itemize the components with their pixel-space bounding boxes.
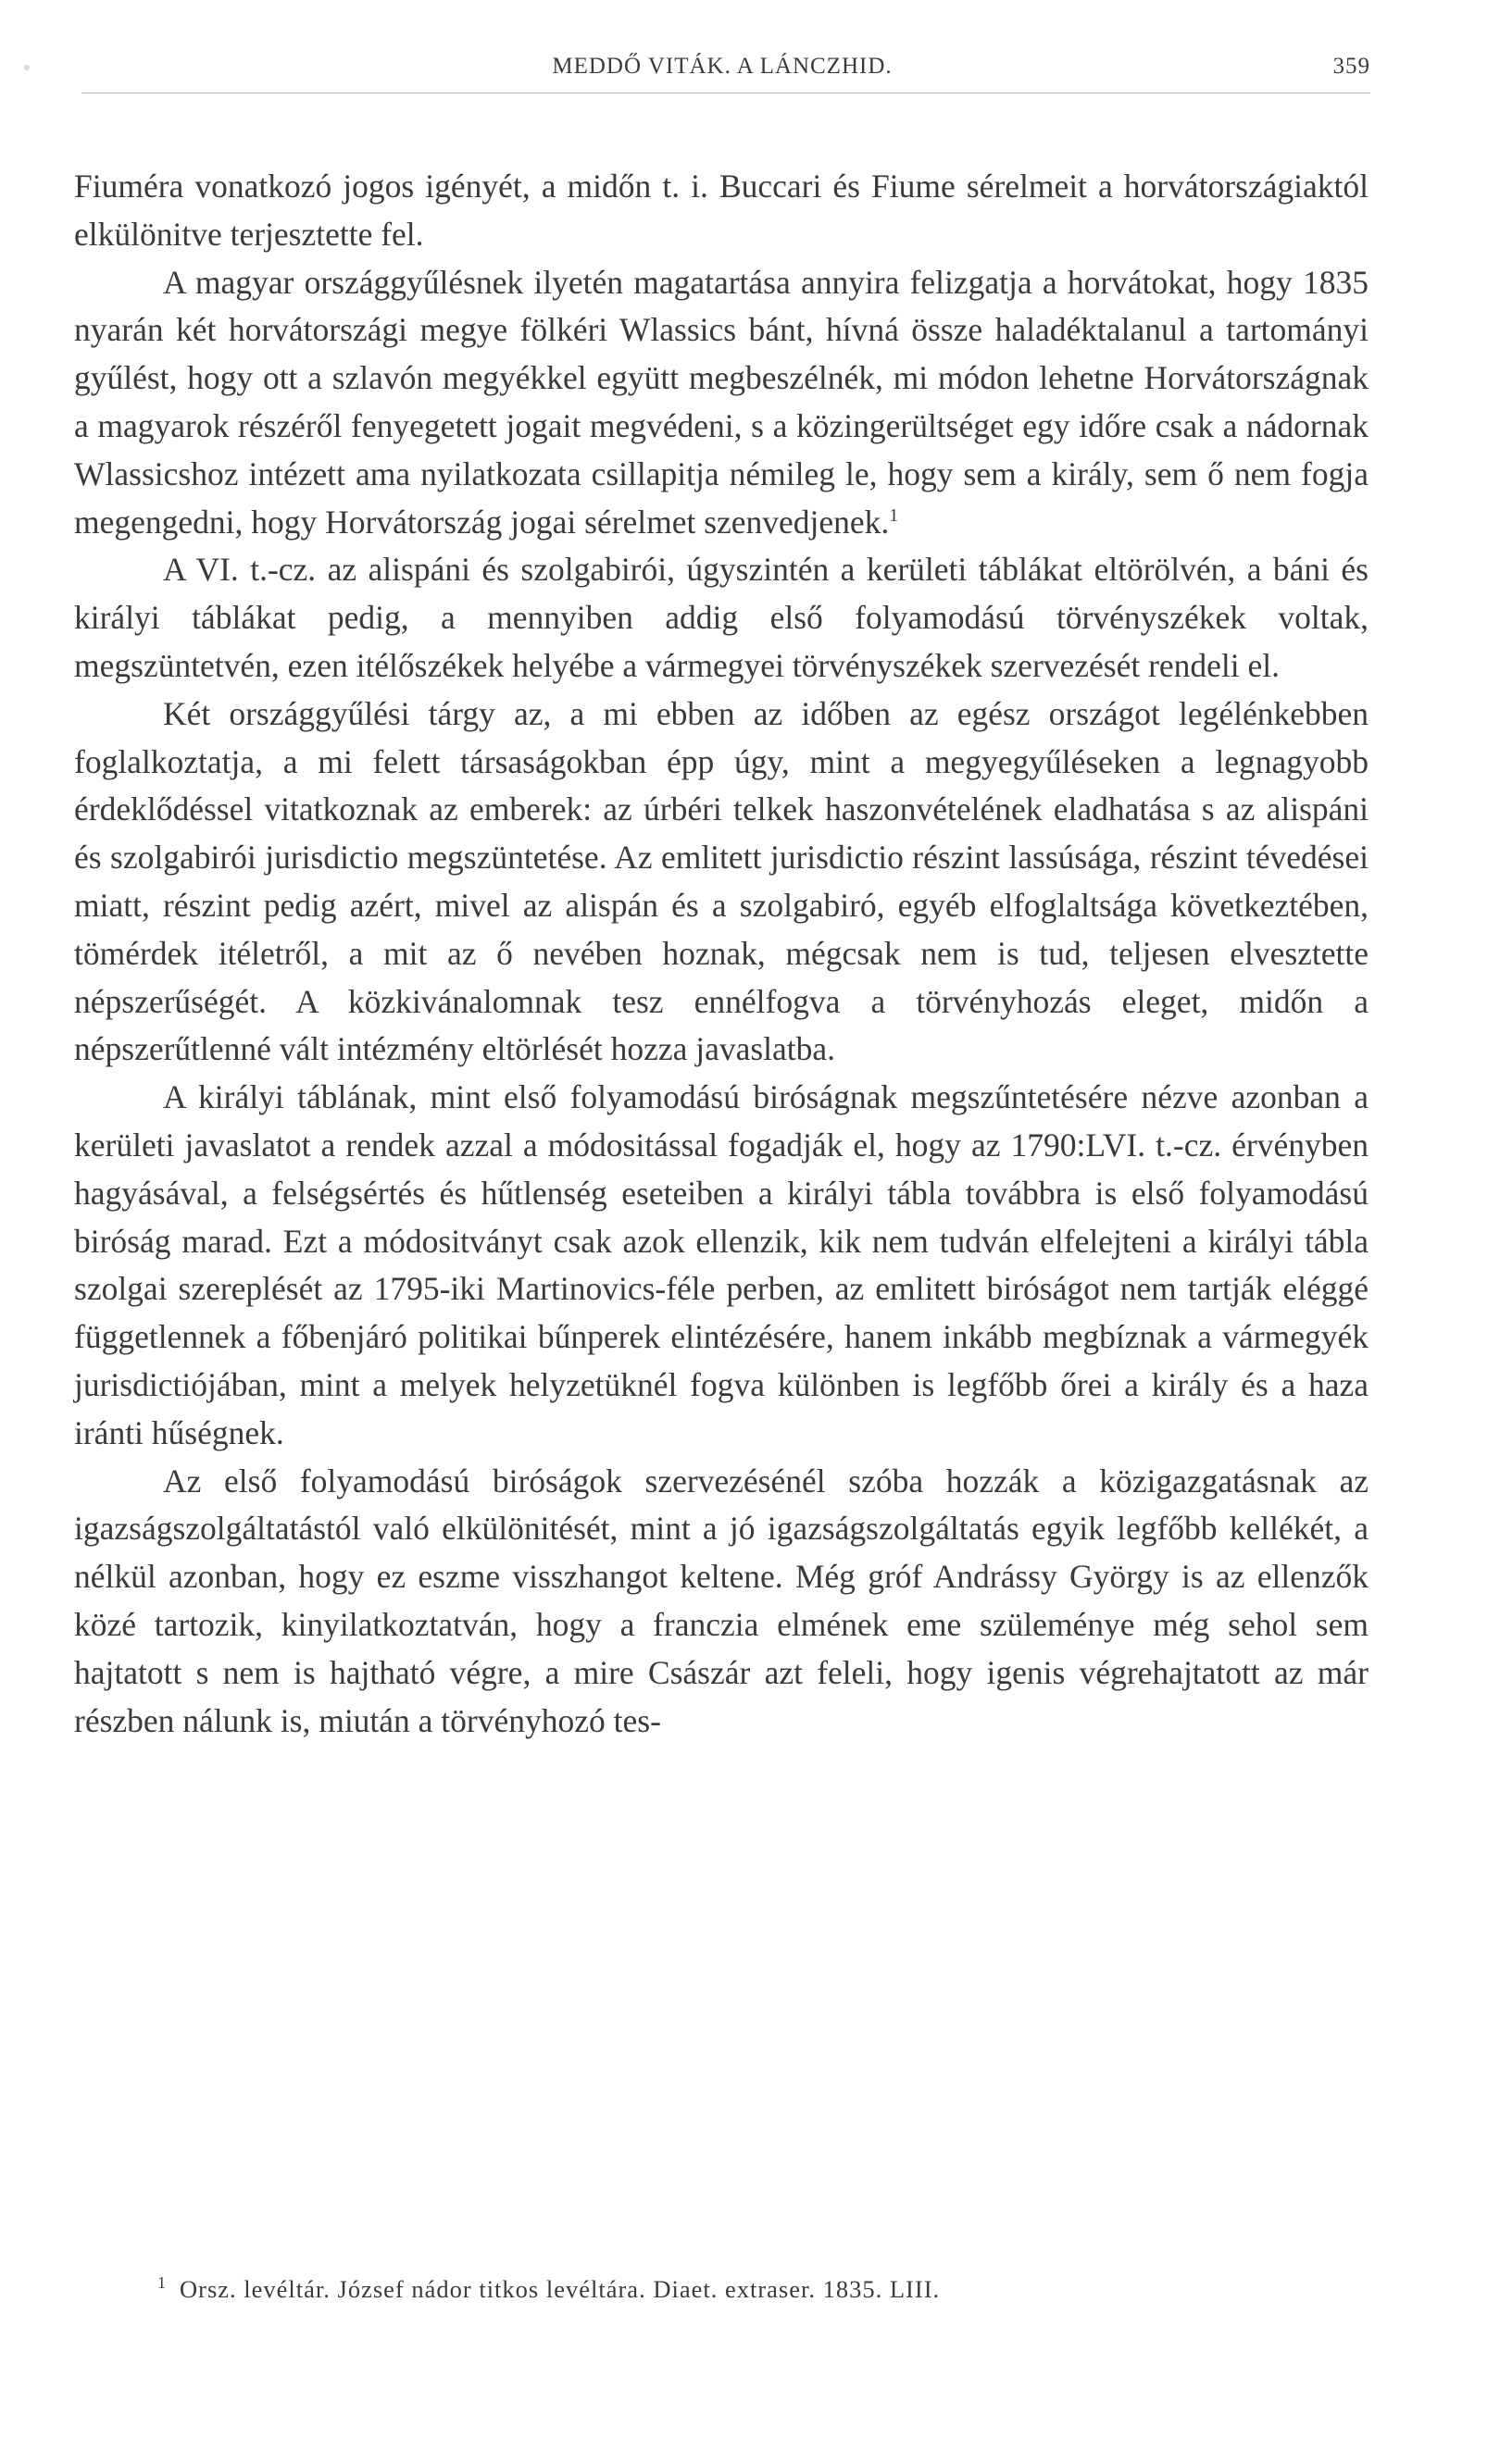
footnote-text: Orsz. levéltár. József nádor titkos levéltára. Diaet. extraser. 1835. LIII. — [180, 2275, 941, 2303]
footnote — [157, 2275, 1315, 2304]
paragraph — [74, 691, 1369, 1074]
page-number: 359 — [1332, 54, 1370, 79]
paragraph-text: A királyi táblának, mint első folyamodású biróságnak megszűntetésére nézve azonban a kerületi javaslatot a rendek azzal a módositással fogadják el, hogy az 1790:LVI. t.-cz. érvényben hagyásával, a felségsértés és hűtlenség eseteiben a királyi tábla továbbra is első folyamodású biróság marad. Ezt a módositványt csak azok ellenzik, kik nem tudván elfelejteni a királyi tábla szolgai szereplését az 1795-iki Martinovics-féle perben, az emlitett biróságot nem tartják eléggé függetlennek a főbenjáró politikai bűnperek elintézésére, hanem inkább megbíznak a vármegyék jurisdictiójában, mint a melyek helyzetüknél fogva különben is legfőbb őrei a király és a haza iránti hűségnek. — [74, 1078, 1369, 1451]
running-title: MEDDŐ VITÁK. A LÁNCZHID. — [552, 54, 893, 79]
margin-speck — [24, 65, 30, 70]
paragraph-text: A VI. t.-cz. az alispáni és szolgabirói, úgyszintén a kerületi táblákat eltörölvén, a báni és királyi táblákat pedig, a mennyiben addig első folyamodású törvényszékek voltak, megszüntetvén, ezen itélőszékek helyébe a vármegyei törvényszékek szervezését rendeli el. — [74, 551, 1369, 684]
paragraph-text: A magyar országgyűlésnek ilyetén magatartása annyira felizgatja a horvátokat, hogy 1835 nyarán két horvátországi megye fölkéri Wlassics bánt, hívná össze haladéktalanul a tartományi gyűlést, hogy ott a szlavón megyékkel együtt megbeszélnék, mi módon lehetne Horvátországnak a magyarok részéről fenyegetett jogait megvédeni, s a közingerültséget egy időre csak a nádornak Wlassicshoz intézett ama nyilatkozata csillapitja némileg le, hogy sem a király, sem ő nem fogja megengedni, hogy Horvátország jogai sérelmet szenvedjenek. — [74, 263, 1369, 541]
footnote-number: 1 — [157, 2273, 167, 2293]
paragraph — [74, 546, 1369, 690]
paragraph-text: Az első folyamodású biróságok szervezésénél szóba hozzák a közigazgatásnak az igazságszolgáltatástól való elkülönitését, mint a jó igazságszolgáltatás egyik legfőbb kellékét, a nélkül azonban, hogy ez eszme visszhangot keltene. Még gróf Andrássy György is az ellenzők közé tartozik, kinyilatkoztatván, hogy a franczia elmének eme szüleménye még sehol sem hajtatott s nem is hajtható végre, a mire Császár azt feleli, hogy igenis végrehajtatott az már részben nálunk is, miután a törvényhozó tes- — [74, 1462, 1369, 1739]
paragraph-text: Fiuméra vonatkozó jogos igényét, a midőn t. i. Buccari és Fiume sérelmeit a horvátországiaktól elkülönitve terjesztette fel. — [74, 168, 1369, 253]
paragraph — [74, 163, 1369, 259]
running-header — [74, 54, 1370, 91]
paragraph — [74, 1458, 1369, 1746]
paragraph-text: Két országgyűlési tárgy az, a mi ebben az időben az egész országot legélénkebben foglalkoztatja, a mi felett társaságokban épp úgy, mint a megyegyűléseken a legnagyobb érdeklődéssel vitatkoznak az emberek: az úrbéri telkek haszonvételének eladhatása s az alispáni és szolgabirói jurisdictio megszüntetése. Az emlitett jurisdictio részint lassúsága, részint tévedései miatt, részint pedig azért, mivel az alispán és a szolgabiró, egyéb elfoglaltsága következtében, tömérdek itéletről, a mit az ő nevében hoznak, mégcsak nem is tud, teljesen elvesztette népszerűségét. A közkivánalomnak tesz ennélfogva a törvényhozás eleget, midőn a népszerűtlenné vált intézmény eltörlését hozza javaslatba. — [74, 694, 1369, 1068]
paragraph — [74, 1074, 1369, 1457]
body-text — [74, 163, 1369, 1745]
paragraph — [74, 259, 1369, 547]
footnote-reference[interactable]: 1 — [889, 504, 899, 526]
